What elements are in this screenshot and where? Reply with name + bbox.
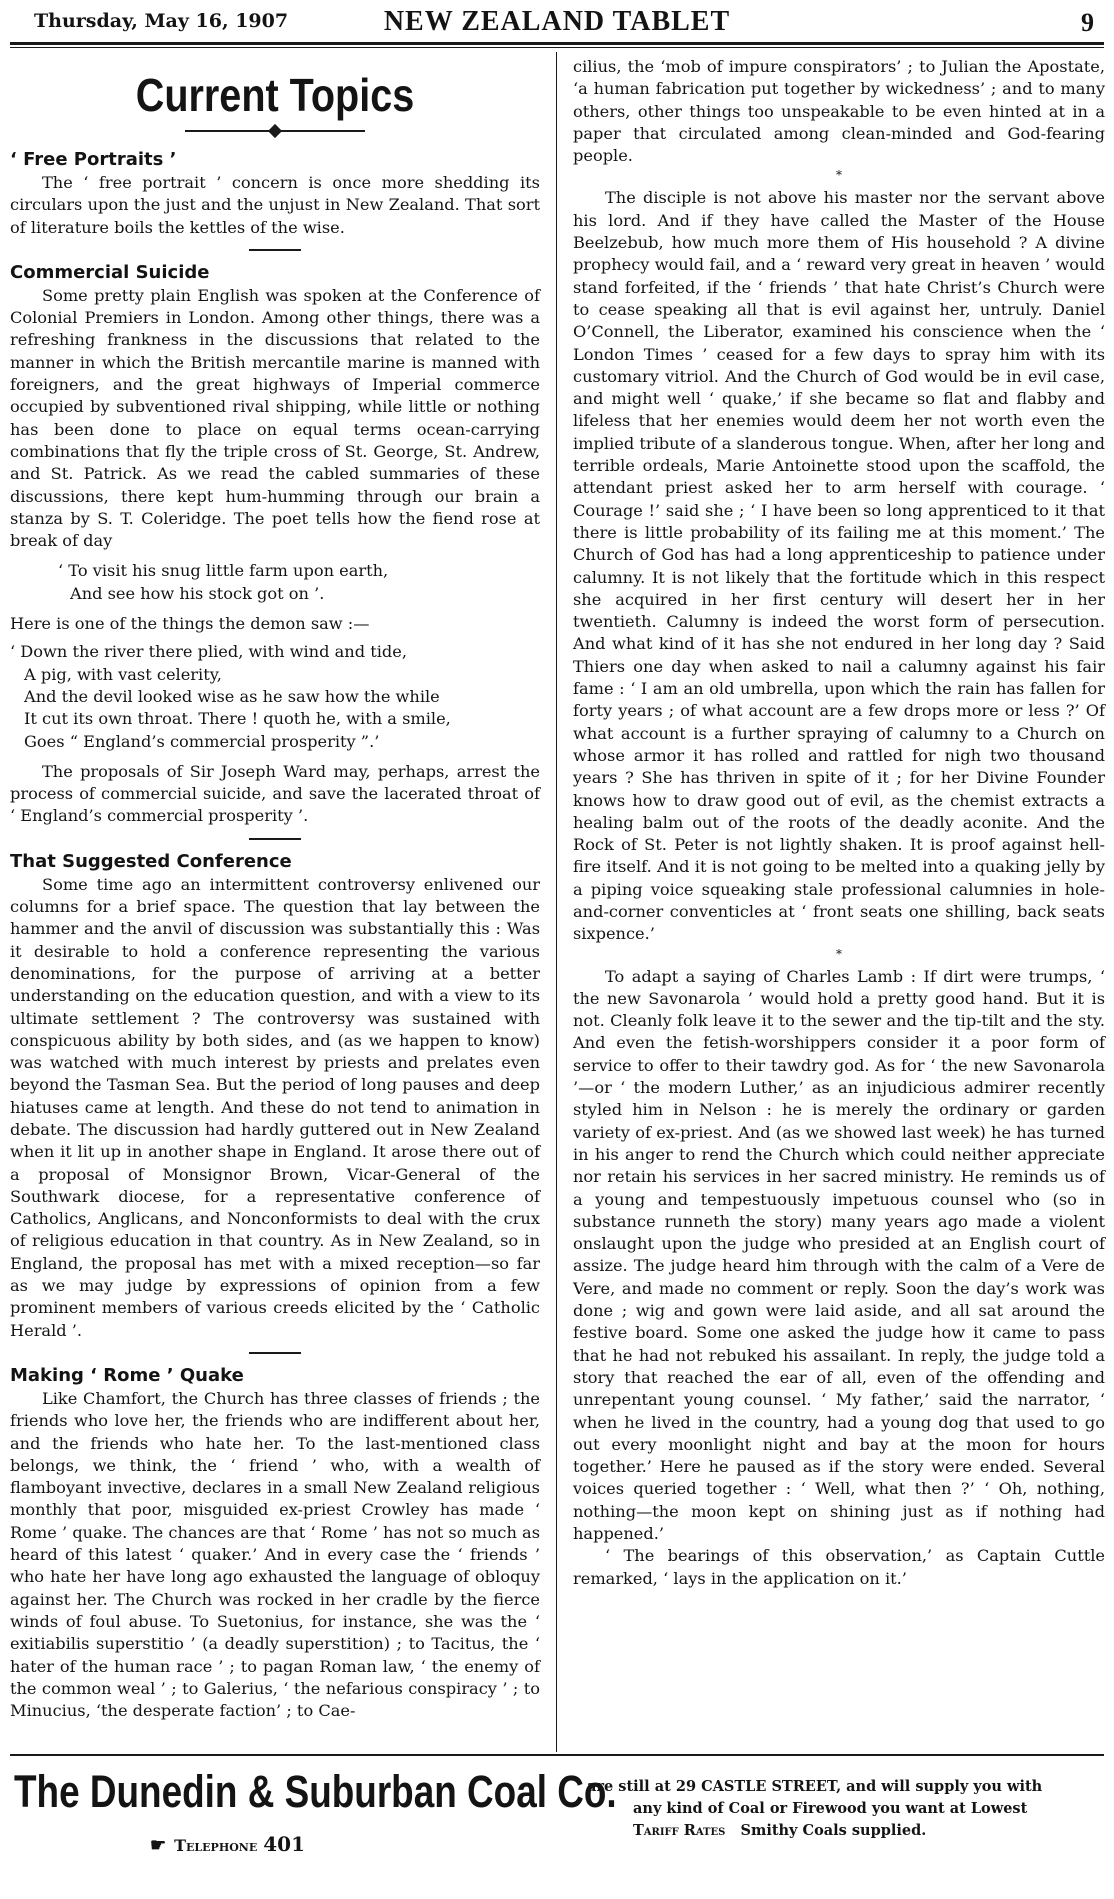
verse-line: ‘ To visit his snug little farm upon earth, xyxy=(58,561,389,581)
verse-line: A pig, with vast celerity, xyxy=(24,664,222,684)
advert-line: are still at 29 CASTLE STREET, and will supply you with xyxy=(587,1778,1043,1795)
advert-company-name: The Dunedin & Suburban Coal Co. xyxy=(14,1766,617,1817)
verse-line: Goes “ England’s commercial prosperity ”.’ xyxy=(24,731,380,751)
advert-line: any kind of Coal or Firewood you want at Lowest xyxy=(633,1800,1028,1817)
paragraph: Like Chamfort, the Church has three classes of friends ; the friends who love her, the friends who are indifferent about her, and the friends who hate her. To the last-mentioned class belongs, we think, the ‘ friend ’ who, with a wealth of flamboyant invective, declares in a small New Zealand religious monthly that poor, misguided ex-priest Crowley has made ‘ Rome ’ quake. The chances are that ‘ Rome ’ has not so much as heard of this latest ‘ quaker.’ And in every case the ‘ friends ’ who hate her have long ago exhausted the language of obloquy against her. The Church was rocked in her cradle by the fierce winds of foul abuse. To Suetonius, for instance, she was the ‘ exitiabilis superstitio ’ (a deadly superstition) ; to Tacitus, the ‘ hater of the human race ’ ; to pagan Roman law, ‘ the enemy of the common weal ’ ; to Galerius, ‘ the nefarious conspiracy ’ ; to Minucius, ‘the desperate faction’ ; to Cae- xyxy=(10,1388,540,1721)
verse-line: ‘ Down the river there plied, with wind and tide, xyxy=(10,642,407,662)
advert-telephone xyxy=(150,1832,305,1856)
telephone-label: Telephone xyxy=(174,1836,258,1855)
paragraph: Some time ago an intermittent controversy enlivened our columns for a brief space. The question that lay between the hammer and the anvil of discussion was substantially this : Was it desirable to hold a conference representing the various denominations, for the purpose of arriving at a better understanding on the education question, and with a view to its ultimate settlement ? The controversy was sustained with conspicuous ability by both sides, and (as we happen to know) was watched with much interest by priests and prelates even beyond the Tasman Sea. But the period of long pauses and deep hiatuses came at length. And these do not tend to animation in debate. The discussion had hardly guttered out in New Zealand when it lit up in another shape in England. It arose there out of a proposal of Monsignor Brown, Vicar-General of the Southwark diocese, for a representative conference of Catholics, Anglicans, and Nonconformists to deal with the crux of religious education in that country. As in New Zealand, so in England, the proposal has met with a mixed reception—so far as we may judge by expressions of opinion from a few prominent members of various creeds elicited by the ‘ Catholic Herald ’. xyxy=(10,874,540,1340)
page-number: 9 xyxy=(1081,8,1094,37)
column-divider xyxy=(556,52,557,1752)
telephone-number: 401 xyxy=(263,1832,305,1856)
section-divider xyxy=(249,838,301,840)
main-heading: Current Topics xyxy=(135,69,415,121)
asterisk-separator: * xyxy=(836,946,842,961)
publication-title: NEW ZEALAND TABLET xyxy=(383,6,731,37)
verse-line: And the devil looked wise as he saw how the while xyxy=(24,686,440,706)
verse-line: And see how his stock got on ’. xyxy=(70,583,325,603)
advert-details xyxy=(587,1776,1097,1842)
verse-quote xyxy=(10,560,540,605)
left-column xyxy=(10,58,540,1722)
section-heading-free-portraits: ‘ Free Portraits ’ xyxy=(10,149,177,170)
section-divider xyxy=(249,1352,301,1354)
verse-line: It cut its own throat. There ! quoth he, with a smile, xyxy=(24,709,451,729)
verse-quote xyxy=(10,641,540,752)
pointing-hand-icon: ☛ xyxy=(150,1835,167,1856)
section-heading-rome-quake: Making ‘ Rome ’ Quake xyxy=(10,1364,244,1386)
masthead-rule xyxy=(10,42,1104,45)
section-heading-commercial-suicide: Commercial Suicide xyxy=(10,261,210,283)
paragraph: cilius, the ‘mob of impure conspirators’ ; to Julian the Apostate, ‘a human fabrication put together by wickedness’ ; and to many others, other things too unspeakable to be even hinted at in a paper that circulated among clean-minded and God-fearing people. xyxy=(573,57,1105,166)
masthead-rule-thin xyxy=(10,47,1104,48)
masthead xyxy=(10,6,1104,42)
paragraph: The proposals of Sir Joseph Ward may, perhaps, arrest the process of commercial suicide, and save the lacerated throat of ‘ England’s commercial prosperity ’. xyxy=(10,761,540,826)
paragraph: To adapt a saying of Charles Lamb : If dirt were trumps, ‘ the new Savonarola ’ would hold a pretty good hand. But it is not. Cleanly folk leave it to the sewer and the tip-tilt and the sty. And even the fetish-worshippers consider it a poor form of service to offer to their tawdry god. As for ‘ the new Savonarola ’—or ‘ the modern Luther,’ as an injudicious admirer recently styled him in Nelson : he is merely the ordinary or garden variety of ex-priest. And (as we showed last week) he has turned in his anger to rend the Church which could neither appreciate nor retain his services in her sacred ministry. He reminds us of a young and tempestuously impetuous counsel who (so in substance runneth the story) many years ago made a violent onslaught upon the judge who presided at an English court of assize. The judge heard him through with the calm of a Vere de Vere, and made no comment or reply. Soon the day’s work was done ; wig and gown were laid aside, and all sat around the festive board. Some one asked the judge how it came to pass that he had not rebuked his assailant. In reply, the judge told a story that reached the ear of all, even of the offending and unrepentant young counsel. ‘ My father,’ said the narrator, ‘ when he lived in the country, had a young dog that used to go out every moonlight night and bay at the moon for hours together.’ Here he paused as if the story were ended. Several voices queried together : ‘ Well, what then ?’ ‘ Oh, nothing, nothing—the moon kept on shining just as if nothing had happened.’ xyxy=(573,966,1105,1543)
asterisk-separator: * xyxy=(836,168,842,183)
section-heading-suggested-conference: That Suggested Conference xyxy=(10,850,292,872)
tariff-rates-label: Tariff Rates xyxy=(633,1822,726,1839)
coal-company-advertisement xyxy=(10,1762,1104,1892)
paragraph: The disciple is not above his master nor the servant above his lord. And if they have called the Master of the House Beelzebub, how much more them of His household ? A divine prophecy would fail, and a ‘ reward very great in heaven ’ would stand forfeited, if the ‘ friends ’ that hate Christ’s Church were to cease speaking all that is evil against her, untruly. Daniel O’Connell, the Liberator, examined his conscience when the ‘ London Times ’ ceased for a few days to spray him with its customary vitriol. And the Church of God would be in evil case, and might well ‘ quake,’ if she became so flat and flabby and lifeless that her enemies would deem her not worth even the implied tribute of a slanderous tongue. When, after her long and terrible ordeals, Marie Antoinette stood upon the scaffold, the attendant priest asked her to arm herself with courage. ‘ Courage !’ said she ; ‘ I have been so long apprenticed to it that there is little probability of its failing me at this moment.’ The Church of God has had a long apprenticeship to patience under calumny. It is not likely that the fortitude which in this respect she acquired in her first century will desert her in her twentieth. Calumny is indeed the worst form of persecution. And what kind of it has she not endured in her long day ? Said Thiers one day when asked to nail a calumny against his fair fame : ‘ I am an old umbrella, upon which the rain has fallen for forty years ; of what account are a few drops more or less ?’ Of what account is a further spraying of calumny to a Church on whose armor it has rolled and rattled for nigh two thousand years ? She has thriven in spite of it ; for her Divine Founder knows how to draw good out of evil, as the chemist extracts a healing balm out of the roots of the deadly aconite. And the Rock of St. Peter is not lightly shaken. It is proof against hell-fire itself. And it is not going to be melted into a quaking jelly by a piping voice squeaking stale professional calumnies in hole-and-corner conventicles at ‘ front seats one shilling, back seats sixpence.’ xyxy=(573,188,1105,944)
paragraph: The ‘ free portrait ’ concern is once more shedding its circulars upon the just and the unjust in New Zealand. That sort of literature boils the kettles of the wise. xyxy=(10,173,540,237)
advert-rule xyxy=(10,1754,1104,1756)
diamond-icon xyxy=(268,124,282,138)
heading-ornament xyxy=(185,126,365,136)
paragraph: ‘ The bearings of this observation,’ as Captain Cuttle remarked, ‘ lays in the application on it.’ xyxy=(573,1546,1105,1588)
smithy-coals-text: Smithy Coals supplied. xyxy=(740,1822,927,1839)
issue-date: Thursday, May 16, 1907 xyxy=(34,10,289,32)
right-column xyxy=(573,56,1105,1590)
paragraph: Here is one of the things the demon saw :— xyxy=(10,614,370,634)
section-divider xyxy=(249,249,301,251)
advert-line xyxy=(587,1820,1097,1842)
paragraph: Some pretty plain English was spoken at the Conference of Colonial Premiers in London. Among other things, there was a refreshing frankness in the discussions that related to the manner in which the British mercantile marine is manned with foreigners, and the great highways of Imperial commerce occupied by subventioned rival shipping, while little or nothing has been done to place on equal terms ocean-carrying combinations that fly the triple cross of St. George, St. Andrew, and St. Patrick. As we read the cabled summaries of these discussions, there kept hum-humming through our brain a stanza by S. T. Coleridge. The poet tells how the fiend rose at break of day xyxy=(10,285,540,551)
